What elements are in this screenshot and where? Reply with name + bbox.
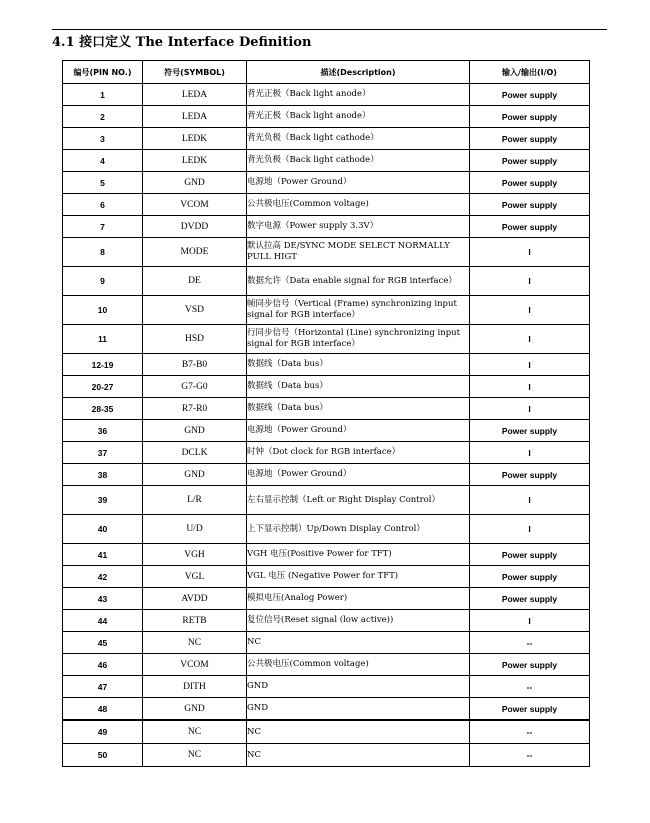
pin-cell: 8 [63, 238, 143, 267]
pin-cell: 9 [63, 267, 143, 296]
description-cell: 模拟电压(Analog Power) [247, 588, 470, 610]
io-cell: Power supply [470, 150, 590, 172]
description-cell: 数据线（Data bus） [247, 376, 470, 398]
description-cell: 数字电源（Power supply 3.3V） [247, 216, 470, 238]
table-header-row [63, 61, 590, 84]
pin-cell: 37 [63, 442, 143, 464]
header-description: 描述(Description) [247, 61, 470, 84]
pin-cell: 11 [63, 325, 143, 354]
io-cell: -- [470, 720, 590, 744]
top-rule [52, 29, 607, 30]
table-row [63, 238, 590, 267]
pin-cell: 43 [63, 588, 143, 610]
description-cell: 电源地（Power Ground） [247, 420, 470, 442]
symbol-cell: DCLK [143, 442, 247, 464]
symbol-cell: AVDD [143, 588, 247, 610]
io-cell: Power supply [470, 106, 590, 128]
pin-cell: 10 [63, 296, 143, 325]
description-cell: 数据线（Data bus） [247, 354, 470, 376]
symbol-cell: NC [143, 632, 247, 654]
table-row [63, 216, 590, 238]
io-cell: I [470, 238, 590, 267]
symbol-cell: RETB [143, 610, 247, 632]
symbol-cell: R7-R0 [143, 398, 247, 420]
description-cell: GND [247, 698, 470, 721]
io-cell: Power supply [470, 588, 590, 610]
pin-cell: 6 [63, 194, 143, 216]
pin-cell: 36 [63, 420, 143, 442]
pin-cell: 4 [63, 150, 143, 172]
io-cell: I [470, 354, 590, 376]
pin-cell: 49 [63, 720, 143, 744]
description-cell: 复位信号(Reset signal (low active)) [247, 610, 470, 632]
header-io: 输入/输出(I/O) [470, 61, 590, 84]
io-cell: -- [470, 744, 590, 767]
io-cell: Power supply [470, 698, 590, 721]
header-pin: 编号(PIN NO.) [63, 61, 143, 84]
pin-cell: 38 [63, 464, 143, 486]
table-row [63, 325, 590, 354]
description-cell: 数据允许（Data enable signal for RGB interface） [247, 267, 470, 296]
table-row [63, 464, 590, 486]
description-cell: 电源地（Power Ground） [247, 464, 470, 486]
symbol-cell: DITH [143, 676, 247, 698]
table-row [63, 544, 590, 566]
io-cell: I [470, 486, 590, 515]
io-cell: I [470, 515, 590, 544]
pin-cell: 12-19 [63, 354, 143, 376]
description-cell: 电源地（Power Ground） [247, 172, 470, 194]
pin-cell: 5 [63, 172, 143, 194]
description-cell: GND [247, 676, 470, 698]
symbol-cell: NC [143, 720, 247, 744]
io-cell: Power supply [470, 420, 590, 442]
pin-cell: 39 [63, 486, 143, 515]
description-cell: NC [247, 744, 470, 767]
pin-cell: 45 [63, 632, 143, 654]
io-cell: I [470, 296, 590, 325]
symbol-cell: LEDK [143, 150, 247, 172]
io-cell: Power supply [470, 128, 590, 150]
table-row [63, 128, 590, 150]
symbol-cell: L/R [143, 486, 247, 515]
symbol-cell: HSD [143, 325, 247, 354]
pin-cell: 47 [63, 676, 143, 698]
io-cell: I [470, 325, 590, 354]
description-cell: 背光正极（Back light anode） [247, 84, 470, 106]
symbol-cell: LEDA [143, 84, 247, 106]
symbol-cell: VGL [143, 566, 247, 588]
description-cell: NC [247, 632, 470, 654]
io-cell: Power supply [470, 172, 590, 194]
io-cell: I [470, 398, 590, 420]
io-cell: I [470, 610, 590, 632]
symbol-cell: B7-B0 [143, 354, 247, 376]
symbol-cell: DVDD [143, 216, 247, 238]
symbol-cell: NC [143, 744, 247, 767]
pin-cell: 2 [63, 106, 143, 128]
section-heading: 4.1 接口定义 The Interface Definition [52, 35, 312, 50]
pin-cell: 7 [63, 216, 143, 238]
description-cell: 背光负极（Back light cathode） [247, 128, 470, 150]
description-cell: 时钟（Dot clock for RGB interface） [247, 442, 470, 464]
pin-cell: 48 [63, 698, 143, 721]
symbol-cell: LEDA [143, 106, 247, 128]
table-row [63, 150, 590, 172]
table-row [63, 588, 590, 610]
table-row [63, 632, 590, 654]
table-row [63, 720, 590, 744]
symbol-cell: MODE [143, 238, 247, 267]
description-cell: 上下显示控制）Up/Down Display Control） [247, 515, 470, 544]
description-cell: 数据线（Data bus） [247, 398, 470, 420]
table-row [63, 610, 590, 632]
symbol-cell: DE [143, 267, 247, 296]
pin-cell: 40 [63, 515, 143, 544]
pin-cell: 3 [63, 128, 143, 150]
io-cell: Power supply [470, 216, 590, 238]
table-row [63, 654, 590, 676]
pin-cell: 44 [63, 610, 143, 632]
description-cell: 默认拉高 DE/SYNC MODE SELECT NORMALLY PULL HIGT [247, 238, 470, 267]
description-cell: 背光负极（Back light cathode） [247, 150, 470, 172]
symbol-cell: VSD [143, 296, 247, 325]
description-cell: 左右显示控制（Left or Right Display Control） [247, 486, 470, 515]
table-row [63, 354, 590, 376]
symbol-cell: LEDK [143, 128, 247, 150]
table-body [63, 84, 590, 767]
symbol-cell: GND [143, 420, 247, 442]
symbol-cell: GND [143, 464, 247, 486]
description-cell: VGH 电压(Positive Power for TFT) [247, 544, 470, 566]
description-cell: 公共极电压(Common voltage) [247, 194, 470, 216]
pin-cell: 42 [63, 566, 143, 588]
pin-cell: 46 [63, 654, 143, 676]
table-row [63, 744, 590, 767]
table-row [63, 106, 590, 128]
table-row [63, 296, 590, 325]
symbol-cell: GND [143, 172, 247, 194]
symbol-cell: VCOM [143, 654, 247, 676]
io-cell: -- [470, 632, 590, 654]
table-row [63, 420, 590, 442]
description-cell: 背光正极（Back light anode） [247, 106, 470, 128]
description-cell: NC [247, 720, 470, 744]
io-cell: I [470, 267, 590, 296]
table-row [63, 442, 590, 464]
description-cell: 行同步信号（Horizontal (Line) synchronizing input signal for RGB interface） [247, 325, 470, 354]
description-cell: 公共极电压(Common voltage) [247, 654, 470, 676]
table-row [63, 172, 590, 194]
table-row [63, 676, 590, 698]
symbol-cell: VCOM [143, 194, 247, 216]
table-row [63, 267, 590, 296]
io-cell: Power supply [470, 566, 590, 588]
io-cell: I [470, 442, 590, 464]
pin-cell: 41 [63, 544, 143, 566]
header-symbol: 符号(SYMBOL) [143, 61, 247, 84]
table-row [63, 515, 590, 544]
table-row [63, 698, 590, 721]
table-row [63, 398, 590, 420]
pin-cell: 1 [63, 84, 143, 106]
table-row [63, 566, 590, 588]
symbol-cell: U/D [143, 515, 247, 544]
io-cell: Power supply [470, 464, 590, 486]
table-row [63, 84, 590, 106]
table-row [63, 376, 590, 398]
table-row [63, 486, 590, 515]
io-cell: I [470, 376, 590, 398]
io-cell: Power supply [470, 194, 590, 216]
table-row [63, 194, 590, 216]
io-cell: Power supply [470, 544, 590, 566]
io-cell: -- [470, 676, 590, 698]
interface-definition-table [62, 60, 590, 767]
pin-cell: 20-27 [63, 376, 143, 398]
io-cell: Power supply [470, 654, 590, 676]
symbol-cell: G7-G0 [143, 376, 247, 398]
pin-cell: 50 [63, 744, 143, 767]
description-cell: 帧同步信号（Vertical (Frame) synchronizing input signal for RGB interface） [247, 296, 470, 325]
symbol-cell: VGH [143, 544, 247, 566]
description-cell: VGL 电压 (Negative Power for TFT) [247, 566, 470, 588]
io-cell: Power supply [470, 84, 590, 106]
symbol-cell: GND [143, 698, 247, 721]
pin-cell: 28-35 [63, 398, 143, 420]
